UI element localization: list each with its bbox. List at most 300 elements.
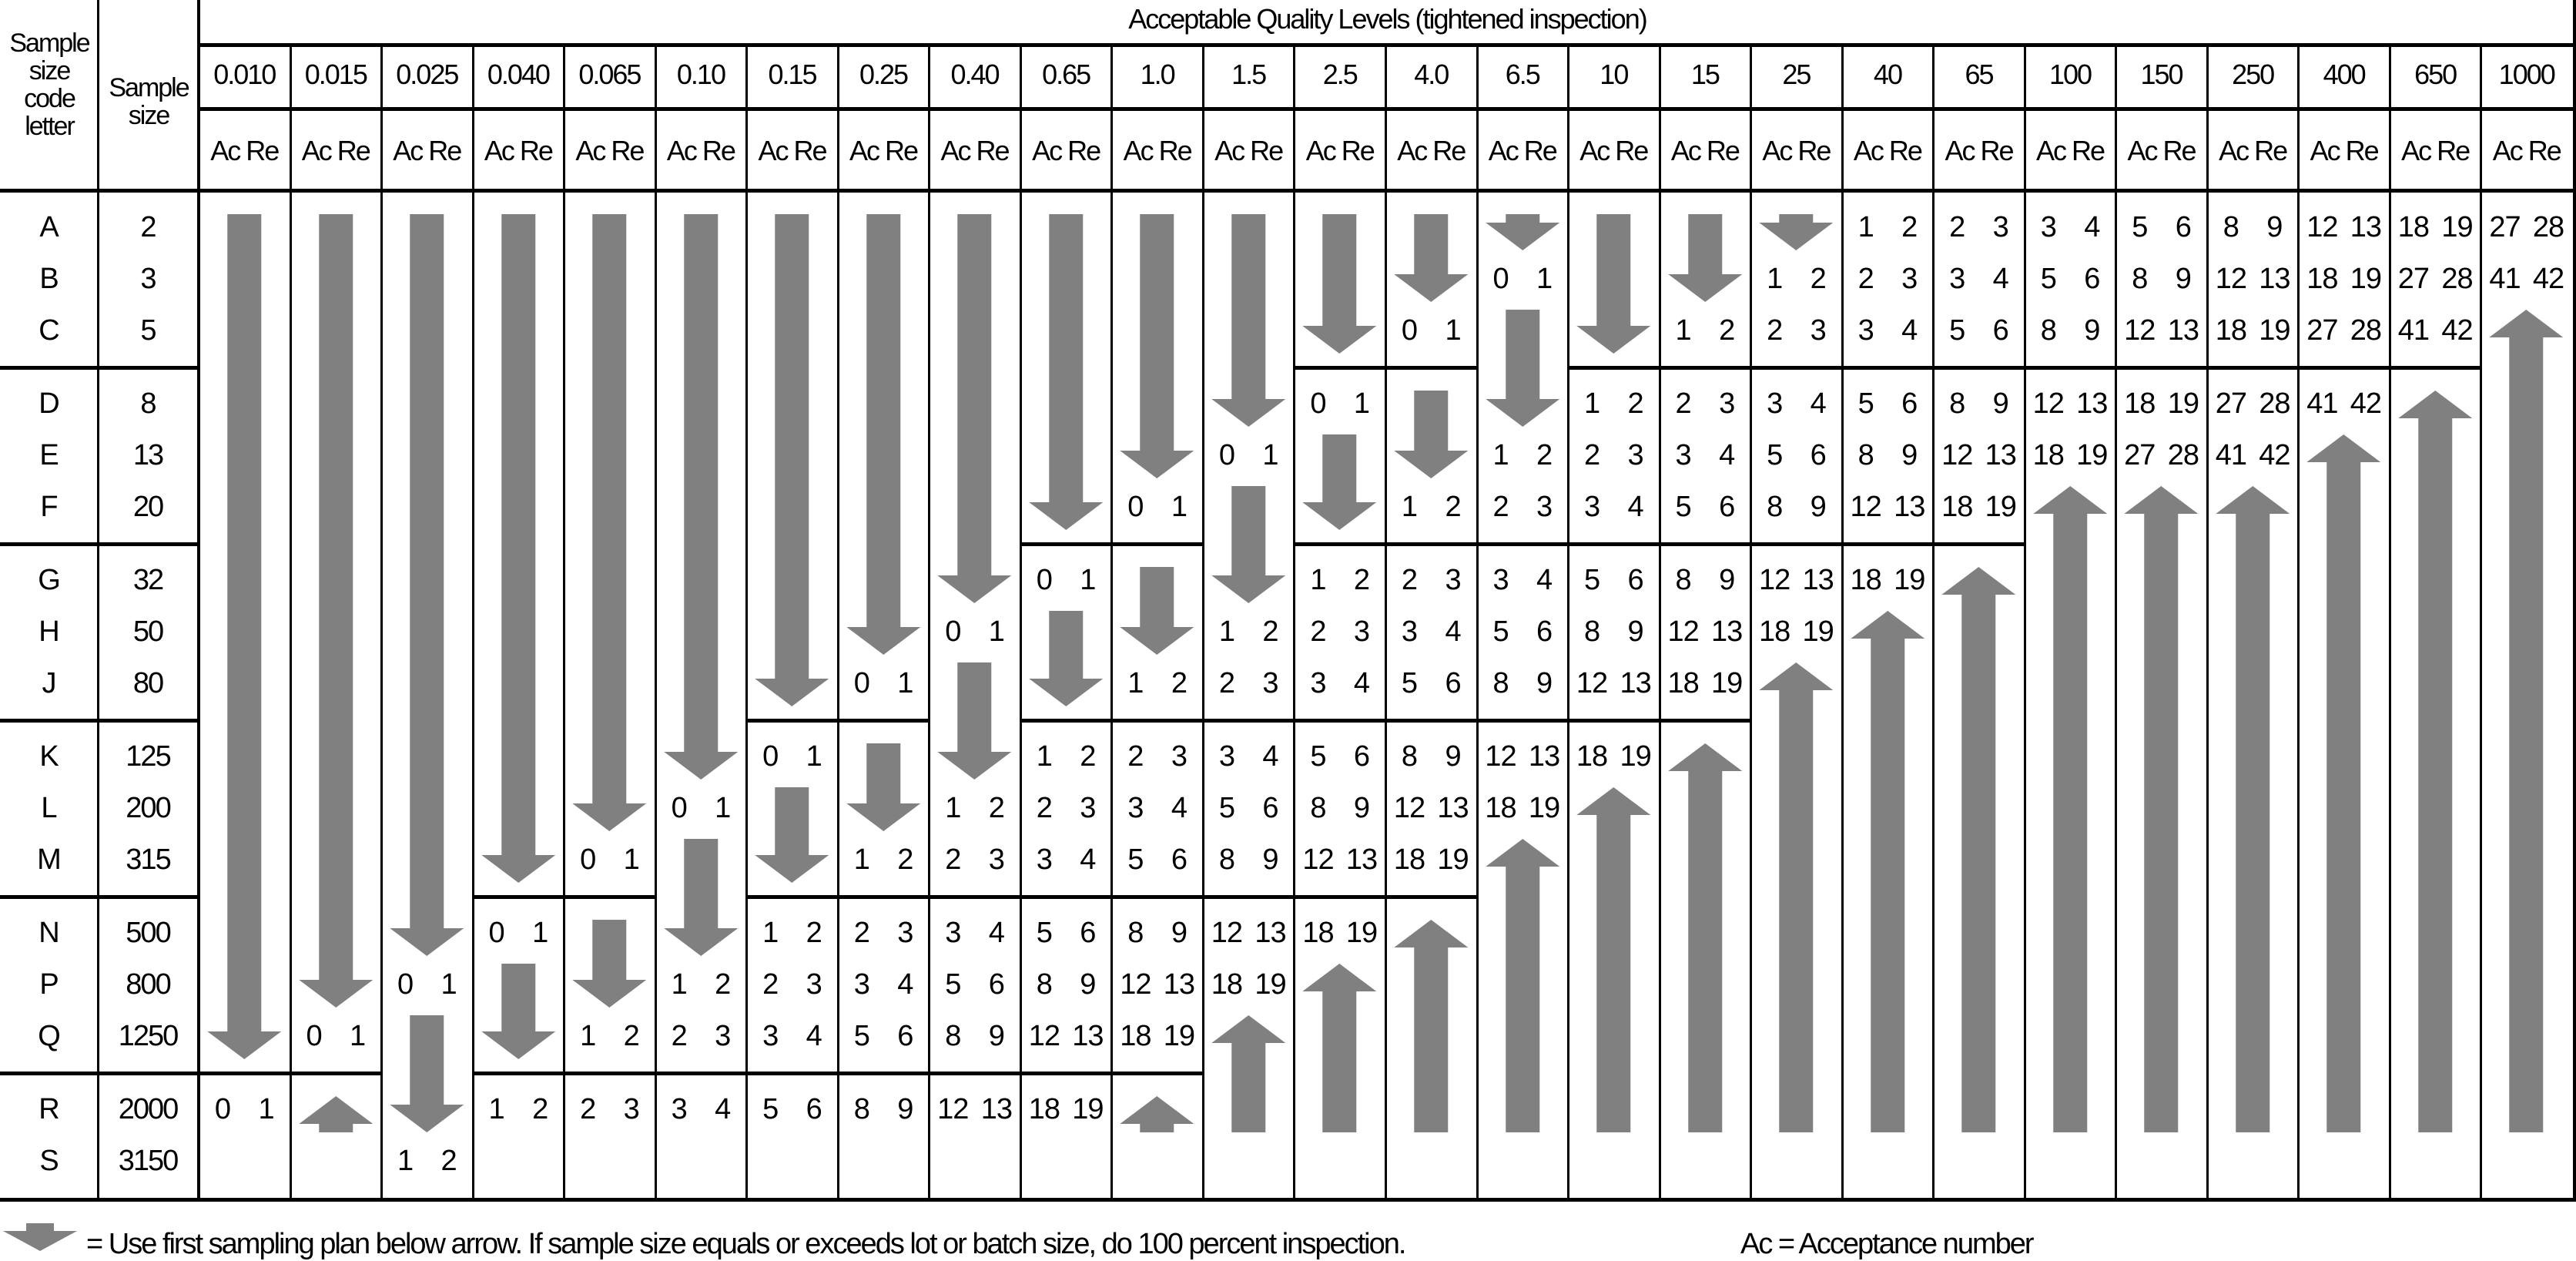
acceptance-number: 0 (945, 615, 961, 648)
aql-header: 1000 (2498, 59, 2554, 90)
acceptance-number: 1 (762, 917, 779, 949)
ac-re-cell (2115, 253, 2207, 305)
acceptance-number: 12 (1393, 792, 1425, 824)
acceptance-number: 8 (1127, 917, 1144, 949)
ac-re-cell (1020, 1084, 1112, 1135)
group-divider (473, 1072, 564, 1075)
code-letter: K (39, 740, 58, 773)
rejection-number: 1 (1445, 314, 1461, 347)
ac-re-cell (1020, 1011, 1112, 1062)
arrow-up-icon (1477, 839, 1569, 1132)
arrow-down-icon (838, 743, 930, 831)
ac-re-cell (1020, 834, 1112, 886)
rejection-number: 9 (2084, 314, 2100, 347)
ac-re-cell (2207, 378, 2299, 430)
arrow-down-icon (1020, 214, 1112, 530)
ac-re-cell (1294, 783, 1385, 834)
rejection-number: 4 (2084, 211, 2100, 243)
arrow-up-icon (2207, 486, 2299, 1132)
rejection-number: 2 (1901, 211, 1918, 243)
rejection-number: 3 (1171, 740, 1187, 773)
rejection-number: 4 (1445, 615, 1461, 648)
ac-re-cell (1933, 378, 2025, 430)
rejection-number: 13 (2167, 314, 2199, 347)
ac-re-cell (2025, 305, 2116, 357)
ac-re-cell (1568, 606, 1660, 658)
ac-re-cell (564, 834, 655, 886)
rejection-number: 13 (1072, 1020, 1104, 1052)
code-letter: E (39, 439, 58, 471)
ac-re-cell (381, 959, 473, 1011)
sample-size: 13 (132, 439, 163, 471)
acceptance-number: 5 (853, 1020, 869, 1052)
acceptance-number: 41 (2306, 387, 2338, 420)
group-divider (2298, 366, 2390, 370)
ac-re-cell (1203, 783, 1295, 834)
rejection-number: 3 (1719, 387, 1735, 420)
rejection-number: 1 (1080, 564, 1096, 596)
rejection-number: 3 (1080, 792, 1096, 824)
acceptance-number: 12 (2032, 387, 2064, 420)
rejection-number: 42 (2259, 439, 2290, 471)
title-divider (199, 43, 2576, 47)
ac-re-cell (2481, 202, 2572, 253)
aql-header: 0.010 (213, 59, 276, 90)
ac-re-cell (1111, 658, 1203, 709)
rejection-number: 6 (1536, 615, 1553, 648)
ac-re-header: Ac Re (1853, 135, 1921, 166)
group-divider (1294, 719, 1385, 723)
ac-re-header: Ac Re (301, 135, 370, 166)
code-letter: C (39, 314, 59, 347)
acceptance-number: 18 (2215, 314, 2246, 347)
ac-re-cell (1750, 305, 1842, 357)
group-divider (1294, 895, 1385, 899)
ac-re-cell (1842, 202, 1934, 253)
acceptance-number: 3 (1036, 843, 1052, 876)
arrow-down-icon (1111, 567, 1203, 655)
ac-re-cell (655, 959, 747, 1011)
group-divider (0, 366, 199, 370)
rejection-number: 1 (806, 740, 822, 773)
group-divider (1477, 719, 1569, 723)
acceptance-number: 1 (1492, 439, 1509, 471)
ac-re-header: Ac Re (1397, 135, 1466, 166)
rejection-number: 6 (897, 1020, 913, 1052)
acceptance-number: 1 (1310, 564, 1326, 596)
rejection-number: 19 (1528, 792, 1560, 824)
sample-size: 315 (126, 843, 170, 876)
code-letter: A (39, 211, 58, 243)
ac-re-cell (2025, 378, 2116, 430)
group-divider (473, 895, 564, 899)
code-letter: G (38, 564, 59, 596)
rejection-number: 4 (1262, 740, 1278, 773)
ac-re-cell (929, 783, 1020, 834)
ac-re-cell (1020, 731, 1112, 783)
acceptance-number: 0 (671, 792, 687, 824)
rejection-number: 19 (1345, 917, 1378, 949)
ac-re-cell (929, 959, 1020, 1011)
group-divider (929, 895, 1020, 899)
rejection-number: 1 (1262, 439, 1278, 471)
arrow-up-icon (2025, 486, 2116, 1132)
group-divider (1111, 1072, 1203, 1075)
group-divider (1020, 895, 1112, 899)
acceptance-number: 8 (853, 1093, 869, 1125)
ac-re-cell (381, 1135, 473, 1187)
acceptance-number: 1 (1767, 263, 1783, 295)
rejection-number: 9 (1719, 564, 1735, 596)
rejection-number: 13 (1255, 917, 1286, 949)
aql-header: 0.65 (1042, 59, 1090, 90)
rejection-number: 19 (2350, 263, 2382, 295)
aql-header: 0.15 (768, 59, 816, 90)
arrow-down-icon (1477, 214, 1569, 250)
rejection-number: 28 (2441, 263, 2473, 295)
group-divider (746, 1072, 838, 1075)
arrow-down-icon (1111, 214, 1203, 478)
sample-size: 125 (126, 740, 170, 773)
aql-header: 100 (2048, 59, 2092, 90)
rejection-number: 9 (1353, 792, 1370, 824)
rejection-number: 6 (1353, 740, 1370, 773)
rejection-number: 4 (988, 917, 1004, 949)
ac-re-cell (2025, 430, 2116, 481)
arrow-down-icon (1385, 214, 1477, 302)
group-divider (1020, 542, 1112, 546)
acceptance-number: 1 (1218, 615, 1234, 648)
sample-size: 3 (140, 263, 156, 295)
ac-re-cell (1660, 305, 1751, 357)
ac-re-header: Ac Re (849, 135, 918, 166)
ac-re-cell (929, 1084, 1020, 1135)
ac-re-header: Ac Re (393, 135, 461, 166)
rejection-number: 28 (2259, 387, 2290, 420)
ac-re-cell (746, 731, 838, 783)
acceptance-number: 8 (1218, 843, 1234, 876)
acceptance-number: 1 (945, 792, 961, 824)
rejection-number: 9 (1992, 387, 2008, 420)
acceptance-number: 12 (1485, 740, 1516, 773)
group-divider (1294, 366, 1385, 370)
ac-re-cell (2298, 253, 2390, 305)
ac-re-cell (1294, 731, 1385, 783)
acceptance-number: 18 (1576, 740, 1608, 773)
acceptance-number: 3 (1583, 491, 1600, 523)
group-divider (838, 895, 930, 899)
ac-re-cell (1477, 658, 1569, 709)
ac-re-cell (2207, 202, 2299, 253)
rejection-number: 19 (2167, 387, 2199, 420)
right-border (2573, 0, 2576, 1198)
group-divider (1020, 719, 1112, 723)
group-divider (1111, 895, 1203, 899)
group-divider (1385, 895, 1477, 899)
arrow-up-icon (2390, 391, 2481, 1132)
acceptance-number: 12 (1759, 564, 1790, 596)
ac-re-cell (1111, 959, 1203, 1011)
acceptance-number: 18 (1302, 917, 1334, 949)
ac-re-cell (1750, 555, 1842, 606)
ac-re-cell (2207, 305, 2299, 357)
ac-re-header: Ac Re (1123, 135, 1191, 166)
rejection-number: 4 (1353, 667, 1370, 699)
aql-header: 150 (2140, 59, 2182, 90)
acceptance-number: 1 (1857, 211, 1874, 243)
acceptance-number: 5 (1492, 615, 1509, 648)
ac-re-cell (1020, 907, 1112, 959)
rejection-number: 6 (1719, 491, 1735, 523)
acceptance-number: 27 (2397, 263, 2430, 295)
acceptance-number: 41 (2489, 263, 2521, 295)
acceptance-number: 12 (2215, 263, 2246, 295)
ac-re-header: Ac Re (2310, 135, 2378, 166)
rejection-number: 9 (2175, 263, 2191, 295)
rejection-number: 19 (1072, 1093, 1104, 1125)
group-divider (2025, 366, 2116, 370)
rejection-number: 3 (897, 917, 913, 949)
ac-re-cell (1477, 783, 1569, 834)
acceptance-number: 0 (580, 843, 596, 876)
ac-re-cell (1294, 658, 1385, 709)
rejection-number: 1 (1353, 387, 1370, 420)
code-letter: N (39, 917, 59, 949)
rejection-number: 13 (1620, 667, 1651, 699)
group-divider (1203, 719, 1295, 723)
ac-re-cell (1111, 731, 1203, 783)
aql-header: 1.5 (1231, 59, 1266, 90)
rejection-number: 4 (1992, 263, 2008, 295)
acceptance-number: 27 (2124, 439, 2156, 471)
acceptance-number: 2 (1492, 491, 1509, 523)
ac-re-cell (746, 1084, 838, 1135)
code-letter: F (40, 491, 57, 523)
rejection-number: 2 (1810, 263, 1826, 295)
ac-re-cell (1111, 1011, 1203, 1062)
acceptance-number: 12 (1120, 968, 1151, 1001)
ac-re-cell (1385, 658, 1477, 709)
arrow-down-icon (3, 1223, 77, 1251)
aql-header: 15 (1690, 59, 1719, 90)
rejection-number: 2 (1536, 439, 1553, 471)
ac-re-cell (1203, 430, 1295, 481)
ac-re-cell (1385, 606, 1477, 658)
aql-header: 2.5 (1322, 59, 1357, 90)
rejection-number: 42 (2441, 314, 2473, 347)
rejection-number: 28 (2532, 211, 2564, 243)
aql-divider (199, 107, 2576, 111)
acceptance-number: 5 (1767, 439, 1783, 471)
acceptance-number: 18 (1485, 792, 1516, 824)
acceptance-number: 2 (1401, 564, 1418, 596)
ac-re-cell (1933, 430, 2025, 481)
ac-re-cell (2207, 253, 2299, 305)
rejection-number: 3 (806, 968, 822, 1001)
rejection-number: 6 (1992, 314, 2008, 347)
group-divider (290, 1072, 382, 1075)
rejection-number: 13 (1711, 615, 1743, 648)
sample-size-header (99, 74, 199, 129)
group-divider (199, 1072, 290, 1075)
acceptance-number: 12 (1211, 917, 1243, 949)
ac-re-cell (1477, 606, 1569, 658)
rejection-number: 1 (623, 843, 639, 876)
arrow-down-icon (746, 214, 838, 706)
aql-header: 4.0 (1414, 59, 1449, 90)
arrow-up-icon (2481, 310, 2572, 1132)
rejection-number: 13 (1802, 564, 1834, 596)
acceptance-number: 5 (1401, 667, 1418, 699)
rejection-number: 1 (258, 1093, 274, 1125)
acceptance-number: 3 (1767, 387, 1783, 420)
arrow-down-icon (199, 214, 290, 1059)
acceptance-number: 18 (1211, 968, 1243, 1001)
rejection-number: 2 (1262, 615, 1278, 648)
acceptance-number: 5 (1583, 564, 1600, 596)
rejection-number: 6 (1810, 439, 1826, 471)
group-divider (655, 1072, 747, 1075)
arrow-up-icon (1933, 567, 2025, 1132)
sample-size: 3150 (118, 1145, 178, 1177)
acceptance-number: 0 (306, 1020, 322, 1052)
ac-re-cell (1842, 555, 1934, 606)
acceptance-number: 2 (1767, 314, 1783, 347)
group-divider (746, 719, 838, 723)
ac-re-cell (2390, 202, 2481, 253)
acceptance-number: 12 (1941, 439, 1973, 471)
aql-header: 0.25 (859, 59, 908, 90)
rejection-number: 13 (1345, 843, 1378, 876)
rejection-number: 3 (623, 1093, 639, 1125)
acceptance-number: 0 (1127, 491, 1144, 523)
acceptance-number: 5 (1127, 843, 1144, 876)
arrow-down-icon (290, 214, 382, 1008)
acceptance-number: 3 (853, 968, 869, 1001)
acceptance-number: 18 (1393, 843, 1425, 876)
ac-re-cell (2390, 305, 2481, 357)
rejection-number: 2 (1627, 387, 1643, 420)
group-divider (1568, 542, 1660, 546)
arrow-down-icon (1203, 486, 1295, 603)
acceptance-number: 18 (2397, 211, 2430, 243)
sample-size: 32 (132, 564, 163, 596)
acceptance-number: 0 (1310, 387, 1326, 420)
ac-re-cell (564, 1011, 655, 1062)
acceptance-number: 3 (1949, 263, 1965, 295)
rejection-number: 2 (1719, 314, 1735, 347)
sample-size: 20 (132, 491, 163, 523)
ac-re-cell (1568, 731, 1660, 783)
arrow-down-icon (1203, 214, 1295, 427)
arrow-up-icon (2115, 486, 2207, 1132)
sample-size: 500 (126, 917, 170, 949)
acceptance-number: 3 (2040, 211, 2056, 243)
group-divider (1111, 542, 1203, 546)
ac-re-cell (1842, 253, 1934, 305)
ac-re-cell (473, 907, 564, 959)
rejection-number: 42 (2532, 263, 2564, 295)
aql-header: 0.025 (396, 59, 458, 90)
acceptance-number: 27 (2489, 211, 2521, 243)
arrow-up-icon (1568, 787, 1660, 1132)
rejection-number: 19 (1894, 564, 1925, 596)
arrow-down-icon (473, 214, 564, 883)
acceptance-number: 2 (853, 917, 869, 949)
rejection-number: 2 (1353, 564, 1370, 596)
table-bottom-border (0, 1198, 2576, 1202)
group-divider (929, 1072, 1020, 1075)
sample-size-header-line: Sample (109, 73, 189, 102)
ac-re-cell (1568, 430, 1660, 481)
rejection-number: 4 (1171, 792, 1187, 824)
arrow-down-icon (564, 920, 655, 1008)
acceptance-number: 27 (2215, 387, 2246, 420)
ac-re-cell (746, 1011, 838, 1062)
rejection-number: 3 (1627, 439, 1643, 471)
ac-re-cell (1842, 430, 1934, 481)
acceptance-number: 3 (671, 1093, 687, 1125)
acceptance-number: 12 (1576, 667, 1608, 699)
ac-re-cell (655, 1084, 747, 1135)
rejection-number: 1 (897, 667, 913, 699)
code-letter: D (39, 387, 59, 420)
group-divider (1568, 366, 1660, 370)
rejection-number: 3 (1901, 263, 1918, 295)
ac-re-cell (473, 1084, 564, 1135)
group-divider (564, 1072, 655, 1075)
ac-re-header: Ac Re (2492, 135, 2561, 166)
ac-re-header: Ac Re (484, 135, 552, 166)
acceptance-number: 5 (1675, 491, 1691, 523)
group-divider (1842, 366, 1934, 370)
acceptance-number: 1 (580, 1020, 596, 1052)
ac-re-cell (2115, 202, 2207, 253)
ac-re-cell (655, 783, 747, 834)
rejection-number: 1 (715, 792, 731, 824)
rejection-number: 2 (1171, 667, 1187, 699)
ac-re-cell (1933, 481, 2025, 533)
aql-header: 65 (1965, 59, 1993, 90)
ac-re-cell (199, 1084, 290, 1135)
acceptance-number: 18 (1120, 1020, 1151, 1052)
ac-re-cell (2115, 378, 2207, 430)
rejection-number: 6 (2175, 211, 2191, 243)
arrow-down-icon (473, 964, 564, 1059)
ac-re-cell (929, 907, 1020, 959)
ac-re-cell (2298, 378, 2390, 430)
acceptance-number: 12 (1302, 843, 1334, 876)
acceptance-number: 1 (1127, 667, 1144, 699)
ac-re-cell (1203, 959, 1295, 1011)
acceptance-number: 12 (1850, 491, 1881, 523)
sample-size: 200 (126, 792, 170, 824)
code-letter: L (41, 792, 56, 824)
rejection-number: 6 (1171, 843, 1187, 876)
ac-re-cell (1385, 834, 1477, 886)
acceptance-number: 0 (1492, 263, 1509, 295)
acceptance-number: 3 (762, 1020, 779, 1052)
group-divider (2207, 366, 2299, 370)
acceptance-number: 2 (1036, 792, 1052, 824)
rejection-number: 4 (1627, 491, 1643, 523)
sample-size: 50 (132, 615, 163, 648)
ac-re-cell (2298, 202, 2390, 253)
ac-re-cell (1568, 378, 1660, 430)
ac-re-cell (1203, 606, 1295, 658)
rejection-number: 4 (1810, 387, 1826, 420)
arrow-down-icon (1477, 310, 1569, 427)
